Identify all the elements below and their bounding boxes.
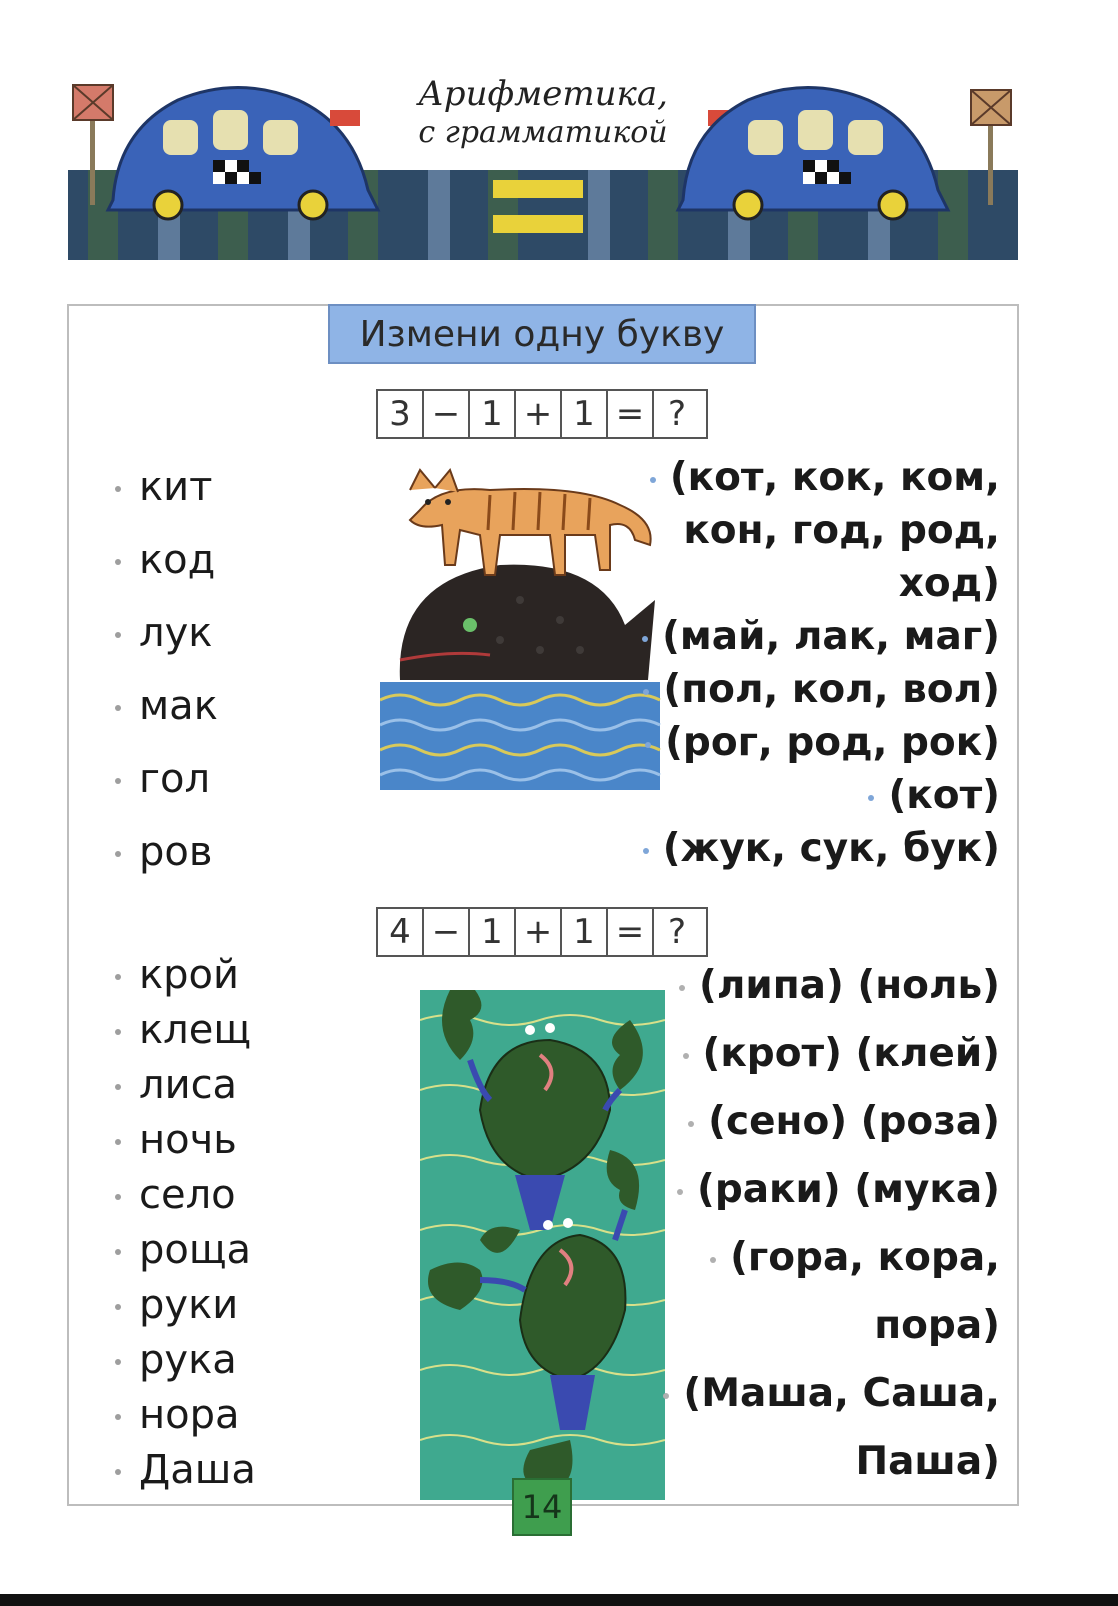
equation-cell: − [424,391,470,437]
equation-cell: − [424,909,470,955]
word-item: роща [115,1227,251,1273]
word-item: гол [115,756,210,802]
answer-item: кон, год, род, [683,508,1000,553]
answer-item: (рог, род, рок) [645,720,1000,765]
answer-item: (липа) (ноль) [679,963,1000,1008]
bottom-edge-bar [0,1594,1118,1606]
word-item: Даша [115,1447,256,1493]
equation-cell: ? [667,912,687,952]
equation-cell: 1 [562,909,608,955]
car-icon [108,88,378,220]
word-item: лиса [115,1062,237,1108]
equation-cell: 4 [378,909,424,955]
answer-item: (жук, сук, бук) [643,826,1000,871]
word-item: лук [115,610,212,656]
equation-3-letters [376,389,708,439]
answer-item: (гора, кора, [710,1235,1000,1280]
equation-cell: 1 [562,391,608,437]
word-item: нора [115,1392,240,1438]
equation-cell: = [608,391,654,437]
car-icon [678,88,948,220]
equation-cell: + [516,391,562,437]
answer-item: ход) [898,561,1000,606]
answer-item: (кот) [868,773,1000,818]
answer-item: (крот) (клей) [683,1031,1000,1076]
answer-item: (пол, кол, вол) [643,667,1000,712]
lobsters-illustration [420,980,665,1500]
word-item: мак [115,683,218,729]
word-item: крой [115,952,239,998]
word-item: клещ [115,1007,251,1053]
equation-cell: + [516,909,562,955]
word-item: рука [115,1337,237,1383]
answer-item: Паша) [855,1439,1000,1484]
equation-4-letters [376,907,708,957]
header-banner-illustration [68,60,1018,275]
equation-cell: 1 [470,391,516,437]
equals-sign-icon [493,180,583,198]
answer-item: пора) [874,1303,1000,1348]
equation-cell: = [608,909,654,955]
whale-icon [400,565,655,680]
word-item: ночь [115,1117,237,1163]
equation-cell: 3 [378,391,424,437]
word-item: село [115,1172,236,1218]
word-item: кит [115,464,212,510]
header-title-line1: Арифметика, [418,74,668,114]
answer-item: (кот, кок, ком, [650,455,1000,500]
cat-icon [410,470,651,575]
exercise-title: Измени одну букву [328,304,756,364]
equation-cell: 1 [470,909,516,955]
word-item: руки [115,1282,238,1328]
page-number: 14 [512,1478,572,1536]
header-title-line2: с грамматикой [418,115,668,150]
equation-cell: ? [667,394,687,434]
answer-item: (Маша, Саша, [663,1371,1000,1416]
answer-item: (сено) (роза) [688,1099,1000,1144]
answer-item: (раки) (мука) [677,1167,1000,1212]
word-item: код [115,537,215,583]
cat-on-whale-illustration [380,450,665,795]
word-item: ров [115,829,212,875]
answer-item: (май, лак, маг) [642,614,1000,659]
